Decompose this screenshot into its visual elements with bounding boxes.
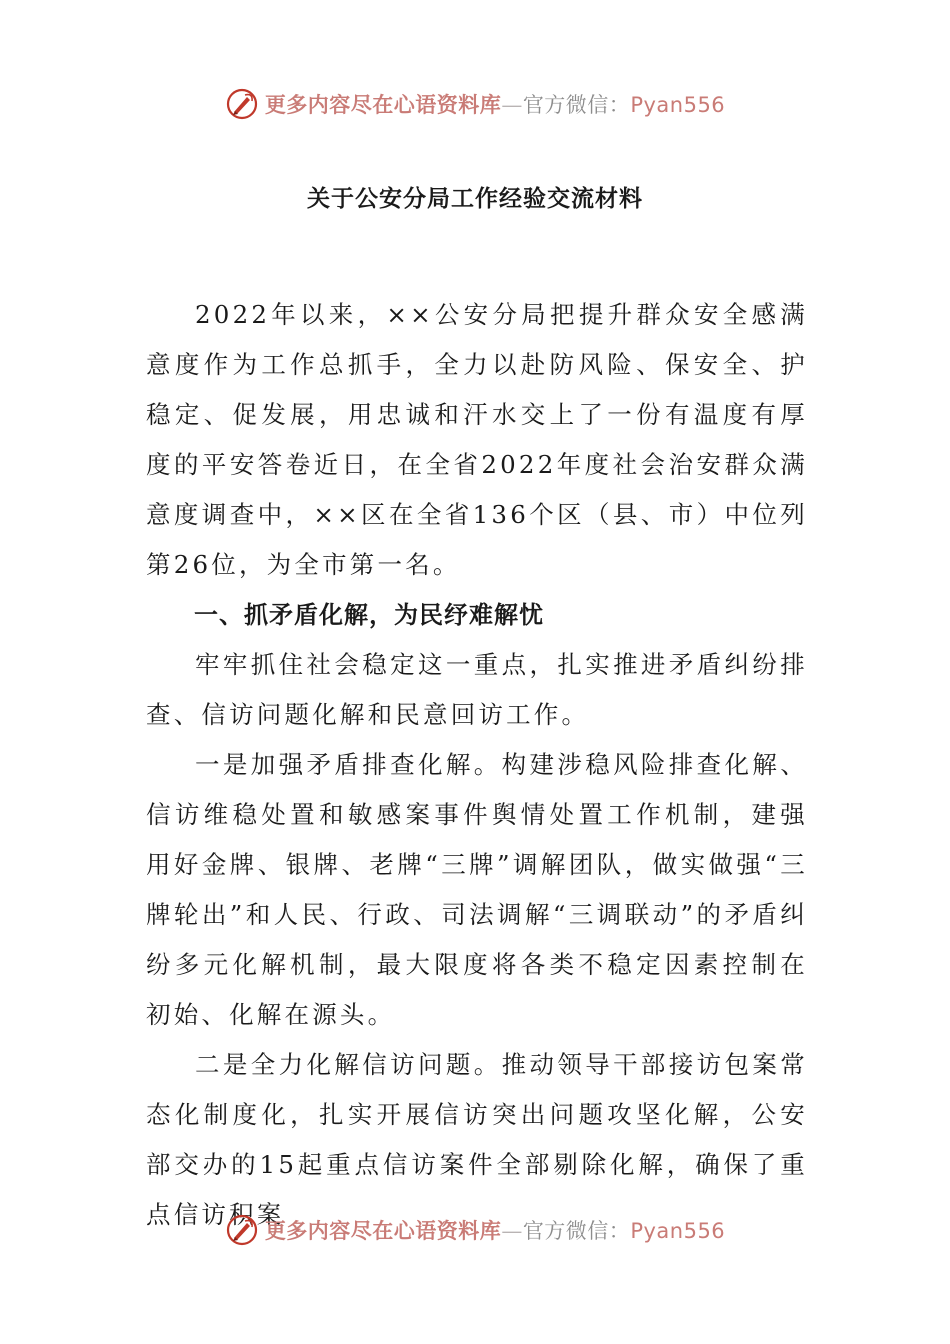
section-heading-1: 一、抓矛盾化解，为民纾难解忧 — [194, 601, 544, 629]
watermark-label: 官方微信： — [522, 93, 631, 117]
point-paragraph-2: 二是全力化解信访问题。推动领导干部接访包案常态化制度化，扎实开展信访突出问题攻坚化解，公安部交办的15起重点信访案件全部剔除化解，确保了重点信访积案 — [146, 1050, 808, 1229]
watermark-header — [0, 84, 950, 124]
pen-logo-icon — [225, 1213, 259, 1247]
watermark-brand: 更多内容尽在心语资料库 — [264, 1218, 502, 1243]
watermark-separator: — — [501, 93, 523, 117]
watermark-separator: — — [501, 1219, 523, 1243]
pen-logo-icon — [225, 87, 259, 121]
watermark-wechat-id: Pyan556 — [630, 1219, 726, 1243]
section-intro-paragraph: 牢牢抓住社会稳定这一重点，扎实推进矛盾纠纷排查、信访问题化解和民意回访工作。 — [146, 650, 808, 729]
watermark-wechat-id: Pyan556 — [630, 93, 726, 117]
document-title: 关于公安分局工作经验交流材料 — [307, 186, 643, 212]
point-paragraph-1: 一是加强矛盾排查化解。构建涉稳风险排查化解、信访维稳处置和敏感案事件舆情处置工作机制，建强用好金牌、银牌、老牌“三牌”调解团队，做实做强“三牌轮出”和人民、行政、司法调解“三调联动”的矛盾纠纷多元化解机制，最大限度将各类不稳定因素控制在初始、化解在源头。 — [146, 750, 808, 1029]
document-body — [146, 290, 808, 1240]
watermark-text — [265, 89, 725, 119]
watermark-text — [265, 1215, 725, 1245]
watermark-label: 官方微信： — [522, 1219, 631, 1243]
watermark-brand: 更多内容尽在心语资料库 — [264, 92, 502, 117]
intro-paragraph: 2022年以来，××公安分局把提升群众安全感满意度作为工作总抓手，全力以赴防风险、保安全、护稳定、促发展，用忠诚和汗水交上了一份有温度有厚度的平安答卷近日，在全省2022年度社会治安群众满意度调查中，××区在全省136个区（县、市）中位列第26位，为全市第一名。 — [146, 300, 808, 579]
watermark-footer — [0, 1210, 950, 1250]
